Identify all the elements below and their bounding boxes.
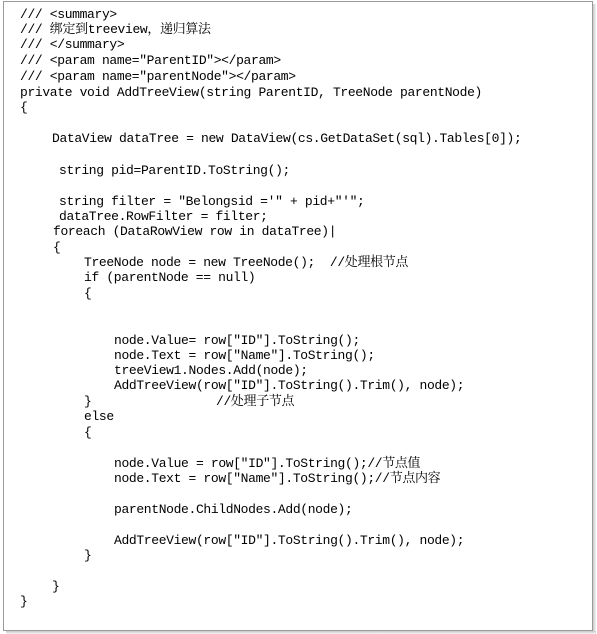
code-line-18: node.Text = row["Name"].ToString(); xyxy=(114,348,375,363)
code-line-14: TreeNode node = new TreeNode(); //处理根节点 xyxy=(84,255,409,270)
code-line-30: } xyxy=(52,579,60,594)
code-line-4: /// <param name="ParentID"></param> xyxy=(20,53,281,68)
code-line-25: node.Value = row["ID"].ToString();//节点值 xyxy=(114,456,421,471)
code-line-29: } xyxy=(84,548,92,563)
code-line-7: { xyxy=(20,100,28,115)
code-line-5: /// <param name="parentNode"></param> xyxy=(20,69,296,84)
code-line-3: /// </summary> xyxy=(20,37,125,52)
code-line-15: if (parentNode == null) xyxy=(84,270,256,285)
code-line-20: AddTreeView(row["ID"].ToString().Trim(), node); xyxy=(114,378,465,393)
code-line-21: } xyxy=(84,394,92,409)
code-line-10: string filter = "Belongsid ='" + pid+"'"; xyxy=(59,194,365,209)
code-line-31: } xyxy=(20,594,28,609)
code-line-9: string pid=ParentID.ToString(); xyxy=(59,163,290,178)
code-line-8: DataView dataTree = new DataView(cs.GetDataSet(sql).Tables[0]); xyxy=(52,131,522,146)
code-line-2: /// 绑定到treeview，递归算法 xyxy=(20,22,211,37)
code-line-6: private void AddTreeView(string ParentID, TreeNode parentNode) xyxy=(20,85,482,100)
code-line-22: //处理子节点 xyxy=(216,394,295,409)
code-line-16: { xyxy=(84,286,92,301)
code-line-1: /// <summary> xyxy=(20,7,117,22)
code-line-27: parentNode.ChildNodes.Add(node); xyxy=(114,502,353,517)
code-line-12: foreach (DataRowView row in dataTree)| xyxy=(53,224,337,239)
code-line-13: { xyxy=(53,240,61,255)
code-line-26: node.Text = row["Name"].ToString();//节点内容 xyxy=(114,471,441,486)
code-line-11: dataTree.RowFilter = filter; xyxy=(59,209,268,224)
code-line-17: node.Value= row["ID"].ToString(); xyxy=(114,333,360,348)
code-line-23: else xyxy=(84,409,114,424)
code-line-24: { xyxy=(84,425,92,440)
code-line-19: treeView1.Nodes.Add(node); xyxy=(114,363,308,378)
panel-shadow-right xyxy=(593,4,596,633)
code-line-28: AddTreeView(row["ID"].ToString().Trim(), node); xyxy=(114,533,465,548)
